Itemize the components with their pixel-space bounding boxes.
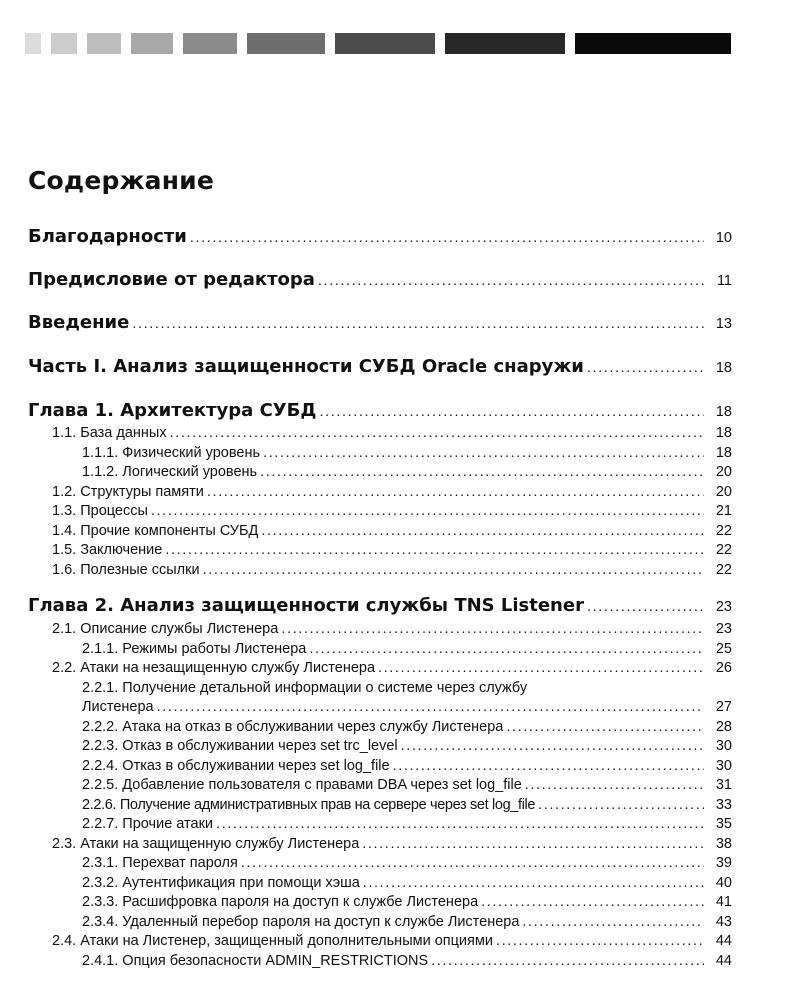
toc-entry[interactable] bbox=[28, 796, 732, 816]
toc-leader-dots bbox=[318, 273, 704, 289]
toc-page-number: 20 bbox=[715, 483, 732, 500]
toc-page-number: 44 bbox=[715, 952, 732, 969]
toc-page-number: 26 bbox=[715, 660, 732, 676]
toc-leader-dots bbox=[506, 718, 704, 738]
toc-leader-dots bbox=[481, 893, 704, 913]
toc-page-number: 18 bbox=[715, 360, 732, 376]
toc-leader-dots bbox=[190, 230, 704, 246]
toc-page-number: 22 bbox=[715, 561, 732, 578]
toc-entry-label: 2.3. Атаки на защищенную службу Листенера bbox=[52, 835, 360, 852]
toc-page-number: 23 bbox=[715, 621, 732, 637]
toc-page-number: 20 bbox=[715, 464, 732, 480]
toc-leader-dots bbox=[393, 757, 704, 777]
toc-entry-label: 2.2.5. Добавление пользователя с правами DBA через set log_file bbox=[82, 777, 522, 793]
toc-entry[interactable] bbox=[28, 874, 732, 894]
toc-entry[interactable] bbox=[28, 952, 732, 972]
toc-page-number: 39 bbox=[715, 855, 732, 871]
toc-entry[interactable] bbox=[28, 854, 732, 874]
header-bar bbox=[183, 33, 237, 54]
toc-entry-label: Часть I. Анализ защищенности СУБД Oracle снаружи bbox=[28, 356, 584, 377]
toc-page-number: 10 bbox=[715, 230, 732, 246]
toc-leader-dots bbox=[319, 404, 704, 420]
toc-entry-label: 2.1. Описание службы Листенера bbox=[52, 621, 279, 637]
toc-entry-label: 1.1.2. Логический уровень bbox=[82, 464, 258, 480]
toc-leader-dots bbox=[522, 913, 704, 933]
toc-entry-label: 1.6. Полезные ссылки bbox=[52, 561, 200, 578]
toc-entry[interactable] bbox=[28, 483, 732, 503]
toc-entry[interactable] bbox=[28, 463, 732, 483]
toc-entry[interactable] bbox=[28, 424, 732, 444]
header-bar bbox=[51, 33, 77, 54]
toc-entry-label: 1.5. Заключение bbox=[52, 542, 163, 558]
toc-entry-label: 1.4. Прочие компоненты СУБД bbox=[52, 522, 259, 539]
toc-entry[interactable] bbox=[28, 522, 732, 542]
toc-leader-dots bbox=[538, 796, 704, 816]
toc-leader-dots bbox=[587, 599, 704, 615]
toc-entry[interactable] bbox=[28, 835, 732, 855]
toc-leader-dots bbox=[241, 854, 704, 874]
toc-entry[interactable] bbox=[28, 312, 732, 333]
toc-entry-label: 2.3.4. Удаленный перебор пароля на доступ к службе Листенера bbox=[82, 913, 520, 930]
header-bar bbox=[87, 33, 121, 54]
toc-leader-dots bbox=[401, 737, 704, 757]
toc-entry[interactable] bbox=[28, 541, 732, 561]
toc-leader-dots bbox=[431, 952, 704, 972]
toc-entry-label: 2.4. Атаки на Листенер, защищенный дополнительными опциями bbox=[52, 933, 493, 949]
toc-leader-dots bbox=[216, 815, 704, 835]
toc-entry-label: 1.1.1. Физический уровень bbox=[82, 444, 261, 461]
toc-entry-label: 2.2.2. Атака на отказ в обслуживании через службу Листенера bbox=[82, 718, 504, 735]
page-title: Содержание bbox=[28, 166, 215, 195]
toc-entry-label-line2: Листенера bbox=[82, 699, 154, 715]
header-bar bbox=[25, 33, 41, 54]
toc-entry[interactable] bbox=[28, 757, 732, 777]
toc-page-number: 35 bbox=[715, 816, 732, 832]
toc-entry-label: 1.3. Процессы bbox=[52, 503, 148, 519]
toc-leader-dots bbox=[157, 698, 704, 718]
toc-entry-label: 1.2. Структуры памяти bbox=[52, 483, 204, 500]
toc-leader-dots bbox=[309, 640, 704, 660]
toc-page-number: 18 bbox=[715, 404, 732, 420]
toc-entry[interactable] bbox=[28, 737, 732, 757]
toc-entry-label: Глава 1. Архитектура СУБД bbox=[28, 400, 317, 421]
toc-entry[interactable] bbox=[28, 776, 732, 796]
toc-page-number: 18 bbox=[715, 425, 732, 441]
header-bar bbox=[335, 33, 435, 54]
toc-leader-dots bbox=[151, 502, 704, 522]
toc-entry[interactable] bbox=[28, 444, 732, 464]
toc-leader-dots bbox=[263, 444, 704, 464]
toc-entry[interactable] bbox=[28, 893, 732, 913]
toc-page-number: 11 bbox=[716, 273, 732, 289]
chapter-2-subentries bbox=[28, 620, 732, 971]
toc-entry[interactable] bbox=[28, 502, 732, 522]
toc-leader-dots bbox=[525, 776, 704, 796]
toc-entry-label: 2.2.3. Отказ в обслуживании через set trc_level bbox=[82, 738, 398, 754]
toc-page-number: 22 bbox=[715, 542, 732, 558]
toc-entry-label: Благодарности bbox=[28, 226, 187, 247]
toc-entry[interactable] bbox=[28, 640, 732, 660]
toc-entry-label: 2.2.4. Отказ в обслуживании через set log_file bbox=[82, 757, 390, 774]
toc-entry-label-line1[interactable]: 2.2.1. Получение детальной информации о системе через службу bbox=[82, 679, 528, 696]
toc-leader-dots bbox=[132, 316, 704, 332]
header-bar bbox=[131, 33, 173, 54]
toc-leader-dots bbox=[260, 463, 704, 483]
toc-entry-label: Предисловие от редактора bbox=[28, 269, 315, 290]
toc-entry[interactable] bbox=[28, 620, 732, 640]
header-bar bbox=[247, 33, 325, 54]
toc-page-number: 31 bbox=[715, 777, 732, 793]
toc-page-number: 30 bbox=[715, 738, 732, 754]
toc-entry-label: 2.1.1. Режимы работы Листенера bbox=[82, 640, 307, 657]
toc-entry[interactable] bbox=[28, 659, 732, 679]
toc-page-number: 28 bbox=[715, 718, 732, 735]
toc-leader-dots bbox=[261, 522, 704, 542]
toc-entry-label: 2.2. Атаки на незащищенную службу Листенера bbox=[52, 660, 376, 676]
toc-entry-label: 2.3.1. Перехват пароля bbox=[82, 855, 238, 871]
toc-entry[interactable] bbox=[28, 226, 732, 247]
toc-entry[interactable] bbox=[28, 595, 732, 616]
toc-page-number: 13 bbox=[715, 316, 732, 332]
toc-entry[interactable] bbox=[28, 913, 732, 933]
toc-entry[interactable] bbox=[28, 356, 732, 377]
toc-page-number: 18 bbox=[715, 444, 732, 461]
toc-page-number: 21 bbox=[715, 503, 732, 519]
toc-entry[interactable] bbox=[28, 269, 732, 290]
toc-page-number: 25 bbox=[715, 640, 732, 657]
toc-leader-dots bbox=[363, 874, 704, 894]
toc-leader-dots bbox=[496, 932, 704, 952]
toc-entry-label: 2.4.1. Опция безопасности ADMIN_RESTRICTIONS bbox=[82, 952, 429, 969]
toc-page-number: 40 bbox=[715, 874, 732, 891]
header-bar bbox=[445, 33, 565, 54]
toc-entry-label: 1.1. База данных bbox=[52, 425, 167, 441]
toc-entry[interactable] bbox=[28, 932, 732, 952]
toc-leader-dots bbox=[378, 659, 704, 679]
toc-entry[interactable] bbox=[28, 815, 732, 835]
toc-entry[interactable] bbox=[28, 561, 732, 581]
toc-page-number: 44 bbox=[715, 933, 732, 949]
toc-leader-dots bbox=[207, 483, 704, 503]
toc-page-number: 41 bbox=[715, 894, 732, 910]
toc-page-number: 33 bbox=[715, 796, 732, 813]
toc-entry-label: 2.3.3. Расшифровка пароля на доступ к службе Листенера bbox=[82, 894, 479, 910]
chapter-1-subentries bbox=[28, 424, 732, 580]
toc-leader-dots bbox=[587, 360, 704, 376]
toc-leader-dots bbox=[165, 541, 704, 561]
toc-entry-label: Глава 2. Анализ защищенности службы TNS Listener bbox=[28, 595, 584, 616]
toc-leader-dots bbox=[203, 561, 704, 581]
toc-page-number: 22 bbox=[715, 522, 732, 539]
toc-leader-dots bbox=[362, 835, 704, 855]
toc-entry-label: 2.3.2. Аутентификация при помощи хэша bbox=[82, 874, 360, 891]
toc-page-number: 43 bbox=[715, 913, 732, 930]
toc-entry[interactable] bbox=[28, 718, 732, 738]
toc-entry[interactable] bbox=[28, 698, 732, 718]
toc-page-number: 30 bbox=[715, 757, 732, 774]
header-bar bbox=[575, 33, 731, 54]
toc-entry-label: 2.2.7. Прочие атаки bbox=[82, 816, 214, 832]
toc-page-number: 23 bbox=[715, 599, 732, 615]
toc-leader-dots bbox=[170, 424, 704, 444]
toc-entry[interactable] bbox=[28, 400, 732, 421]
toc-leader-dots bbox=[281, 620, 704, 640]
toc-entry-label: Введение bbox=[28, 312, 130, 333]
toc-entry-label: 2.2.6. Получение административных прав на сервере через set log_file bbox=[82, 796, 536, 813]
toc-page-number: 38 bbox=[715, 835, 732, 852]
toc-page-number: 27 bbox=[715, 699, 732, 715]
